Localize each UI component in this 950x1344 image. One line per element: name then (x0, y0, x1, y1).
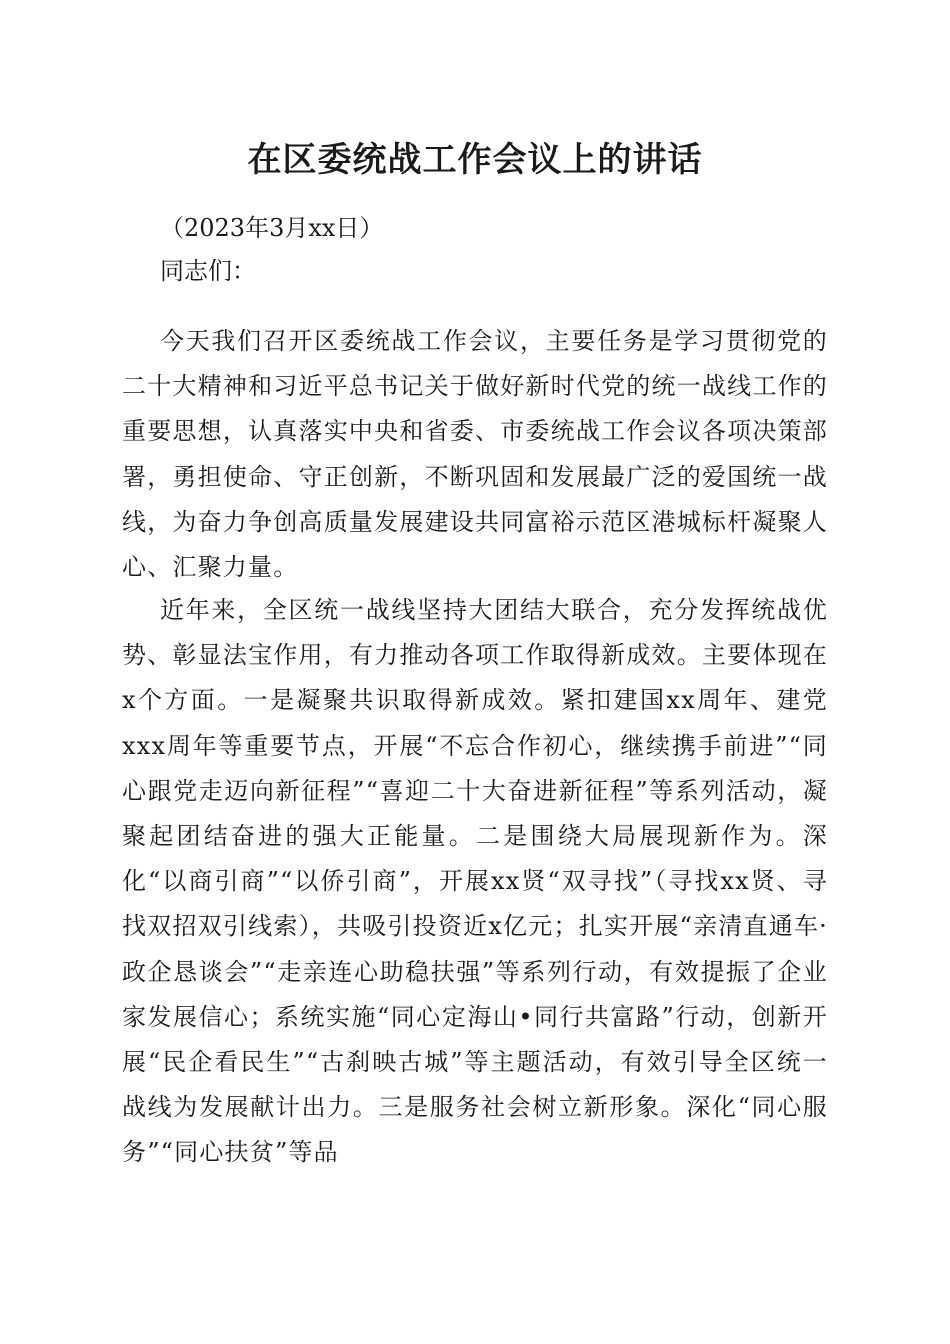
document-title: 在区委统战工作会议上的讲话 (247, 140, 703, 180)
body-paragraph-2: 近年来，全区统一战线坚持大团结大联合，充分发挥统战优势、彰显法宝作用，有力推动各项工作取得新成效。主要体现在x个方面。一是凝聚共识取得新成效。紧扣建国xx周年、建党xxx周年等重要节点，开展“不忘合作初心，继续携手前进”“同心跟党走迈向新征程”“喜迎二十大奋进新征程”等系列活动，凝聚起团结奋进的强大正能量。二是围绕大局展现新作为。深化“以商引商”“以侨引商”，开展xx贤“双寻找”（寻找xx贤、寻找双招双引线索），共吸引投资近x亿元；扎实开展“亲清直通车·政企恳谈会”“走亲连心助稳扶强”等系列行动，有效提振了企业家发展信心；系统实施“同心定海山•同行共富路”行动，创新开展“民企看民生”“古刹映古城”等主题活动，有效引导全区统一战线为发展献计出力。三是服务社会树立新形象。深化“同心服务”“同心扶贫”等品 (122, 596, 828, 1167)
salutation: 同志们： (160, 257, 256, 285)
speech-date: （2023年3月xx日） (160, 214, 384, 242)
body-paragraph-1: 今天我们召开区委统战工作会议，主要任务是学习贯彻党的二十大精神和习近平总书记关于做好新时代党的统一战线工作的重要思想，认真落实中央和省委、市委统战工作会议各项决策部署，勇担使命、守正创新，不断巩固和发展最广泛的爱国统一战线，为奋力争创高质量发展建设共同富裕示范区港城标杆凝聚人心、汇聚力量。 (122, 327, 828, 582)
